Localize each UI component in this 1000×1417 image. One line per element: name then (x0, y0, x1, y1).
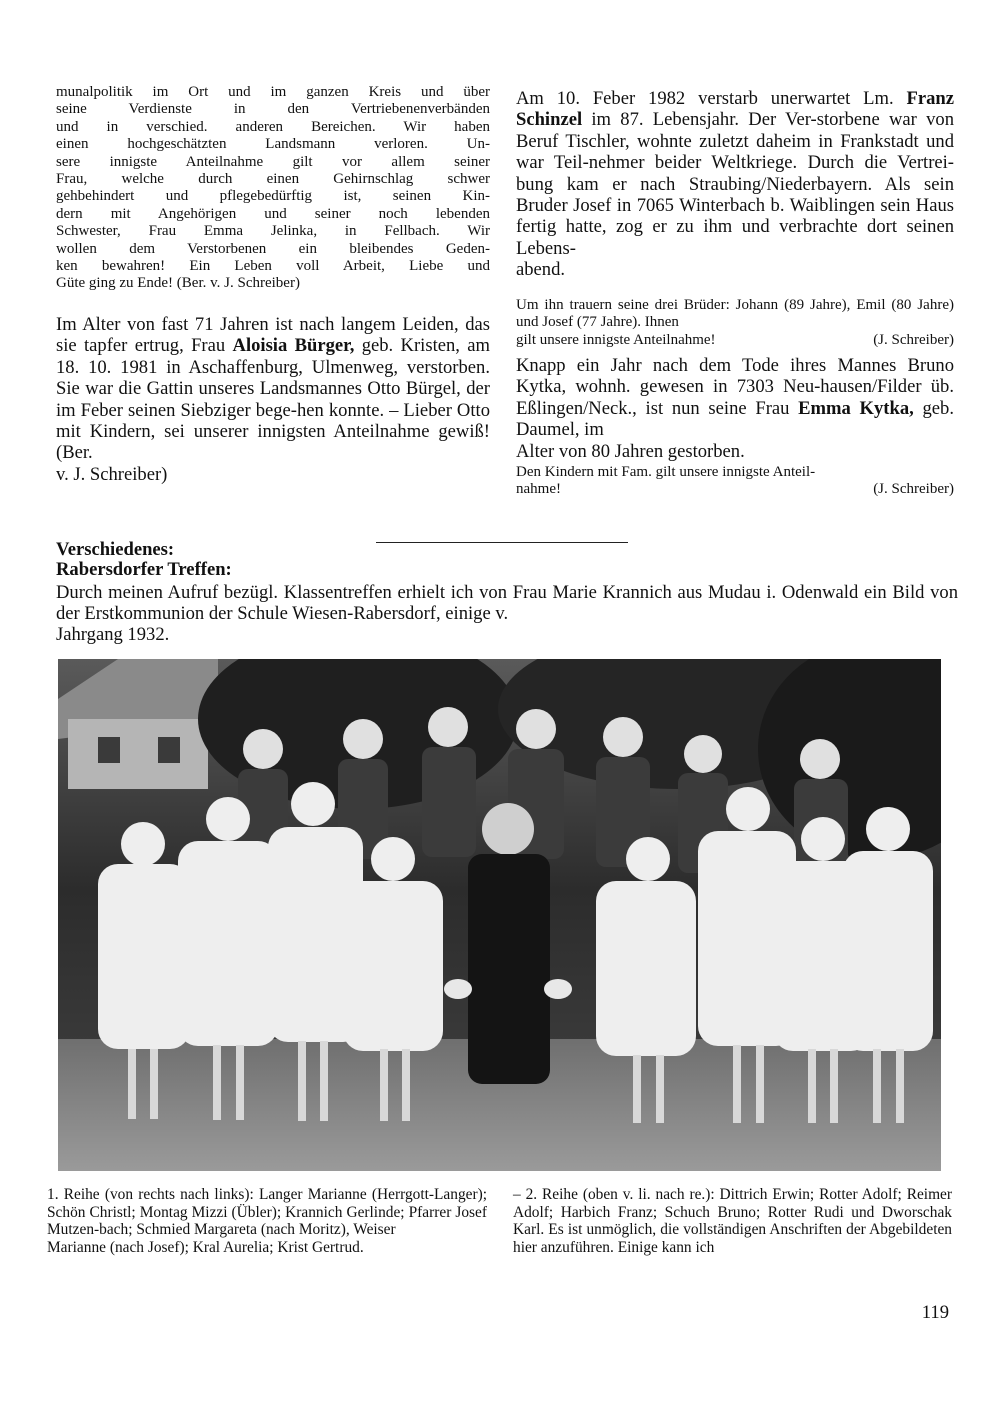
subsection-heading: Rabersdorfer Treffen: (56, 559, 232, 580)
left-column (56, 84, 490, 293)
photo-illustration (58, 659, 941, 1171)
girl-head (121, 822, 165, 866)
section-divider (376, 542, 628, 543)
person-name: Emma Kytka, (798, 397, 914, 419)
girl-head (291, 782, 335, 826)
text-line: sere innigste Anteilnahme gilt vor allem seiner (56, 153, 490, 170)
text-line: und in verschied. anderen Bereichen. Wir haben (56, 118, 490, 135)
section-heading: Verschiedenes: (56, 539, 175, 560)
girl-head (371, 837, 415, 881)
boy-body (422, 747, 476, 857)
page-number: 119 (921, 1302, 949, 1323)
intro-text-last: Jahrgang 1932. (56, 624, 170, 645)
girl-dress (843, 851, 933, 1051)
priest-robe (468, 854, 550, 1084)
text-run: geb. Daumel, im (516, 397, 955, 441)
house-window (98, 737, 120, 763)
person-name: Franz Schinzel (516, 88, 954, 131)
text-line: wollen dem Verstorbenen ein bleibendes Geden- (56, 240, 490, 257)
text-line: dern mit Angehörigen und seiner noch lebenden (56, 205, 490, 222)
photo-caption-left (47, 1186, 487, 1256)
girl-head (801, 817, 845, 861)
girl-dress (596, 881, 696, 1056)
boy-head (800, 739, 840, 779)
obituary-aloisia-buerger (56, 314, 490, 485)
obituary-note-4 (516, 464, 954, 499)
priest-head (482, 803, 534, 855)
text-line: gehbehindert und pflegebedürftig ist, seinen Kin- (56, 188, 490, 205)
girl-head (726, 787, 770, 831)
text-run: Am 10. Feber 1982 verstarb unerwartet Lm. (516, 88, 907, 109)
boy-head (684, 735, 722, 773)
caption-text-last: Marianne (nach Josef); Kral Aurelia; Krist Gertrud. (47, 1238, 364, 1256)
boy-head (603, 717, 643, 757)
text-line: seine Verdienste in den Vertriebenenverbänden (56, 101, 490, 118)
priest-hand (444, 979, 472, 999)
text-line: abend. (516, 259, 566, 281)
section-intro (56, 582, 958, 645)
obituary-note-3 (516, 297, 954, 349)
text-line: Frau, welche durch einen Gehirnschlag schwer (56, 171, 490, 188)
boy-head (516, 709, 556, 749)
caption-text: 1. Reihe (von rechts nach links): Langer Marianne (Herrgott-Langer); Schön Christl; Montag Mizzi (Übler); Krannich Gerlinde; Pfarrer Josef Mutzen-bach; Schmied Margareta (nach Moritz), Weiser (47, 1186, 487, 1239)
text-line: Schwester, Frau Emma Jelinka, in Fellbach. Wir (56, 223, 490, 240)
girl-head (866, 807, 910, 851)
text-line: Alter von 80 Jahren gestorben. (516, 440, 745, 462)
obituary-text-1 (56, 84, 490, 293)
text-line: einen hochgeschätzten Landsmann verloren. Un- (56, 136, 490, 153)
obituary-franz-schinzel (516, 88, 954, 281)
text-line: munalpolitik im Ort und im ganzen Kreis und über (56, 84, 490, 100)
boy-head (428, 707, 468, 747)
first-communion-group-photo (58, 659, 941, 1171)
caption-text: – 2. Reihe (oben v. li. nach re.): Dittrich Erwin; Rotter Adolf; Reimer Adolf; Harbich Franz; Schuch Bruno; Rotter Rudi und Dworschak Karl. Es ist unmöglich, die vollständigen Anschriften der Abgebildeten hier anzuführen. Einige kann ich (513, 1186, 952, 1256)
note-text: Um ihn trauern seine drei Brüder: Johann (89 Jahre), Emil (80 Jahre) und Josef (77 Jahre). Ihnen (516, 297, 954, 331)
note-text-last: gilt unsere innigste Anteilnahme! (516, 331, 716, 348)
signature-line: v. J. Schreiber) (56, 463, 168, 485)
obituary-text-2 (56, 314, 490, 464)
note-signature-row (516, 332, 954, 349)
person-name: Aloisia Bürger, (232, 335, 355, 357)
boy-head (343, 719, 383, 759)
text-run: Im Alter von fast 71 Jahren ist nach langem Leiden, das sie tapfer ertrug, Frau (56, 314, 490, 357)
house-wall (68, 719, 208, 789)
girl-dress (98, 864, 190, 1049)
signature: (J. Schreiber) (873, 481, 954, 498)
girl-dress (343, 881, 443, 1051)
obituary-text-3 (516, 88, 954, 259)
boy-head (243, 729, 283, 769)
girl-head (206, 797, 250, 841)
text-run: geb. Kristen, am 18. 10. 1981 in Aschaffenburg, Ulmenweg, verstorben. Sie war die Gattin unseres Landsmannes Otto Bürgel, der im Feber seinen Siebziger bege-hen konnte. – Lieber Otto mit Kindern, sei unserer innigsten Anteilnahme gewiß! (Ber. (56, 335, 490, 464)
girl-head (626, 837, 670, 881)
priest-hand (544, 979, 572, 999)
girl-dress (178, 841, 278, 1046)
obituary-text-4 (516, 355, 954, 441)
text-run: im 87. Lebensjahr. Der Ver-storbene war von Beruf Tischler, wohnte zuletzt daheim in Frankstadt und war Teil-nehmer beider Weltkriege. Durch die Vertrei-bung kam er nach Straubing/Niederbayern. Als sein Bruder Josef in 7065 Winterbach b. Waiblingen sein Haus fertig hatte, zog er zu ihm und verbrachte dort seinen Lebens- (516, 109, 954, 259)
house-window (158, 737, 180, 763)
signature: (J. Schreiber) (873, 331, 954, 348)
note-text-last: nahme! (516, 481, 561, 498)
note-signature-row (516, 481, 954, 498)
text-line: Güte ging zu Ende! (Ber. v. J. Schreiber) (56, 275, 300, 292)
text-line: ken bewahren! Ein Leben voll Arbeit, Liebe und (56, 258, 490, 275)
photo-caption-right (513, 1186, 952, 1256)
obituary-emma-kytka (516, 355, 954, 462)
text-run: Knapp ein Jahr nach dem Tode ihres Mannes Bruno Kytka, wohnh. gewesen in 7303 Neu-hausen/Filder üb. Eßlingen/Neck., ist nun seine Frau (516, 355, 954, 419)
note-text: Den Kindern mit Fam. gilt unsere innigste Anteil- (516, 464, 816, 480)
intro-text: Durch meinen Aufruf bezügl. Klassentreffen erhielt ich von Frau Marie Krannich aus Mudau i. Odenwald ein Bild von der Erstkommunion der Schule Wiesen-Rabersdorf, einige v. (56, 582, 958, 624)
